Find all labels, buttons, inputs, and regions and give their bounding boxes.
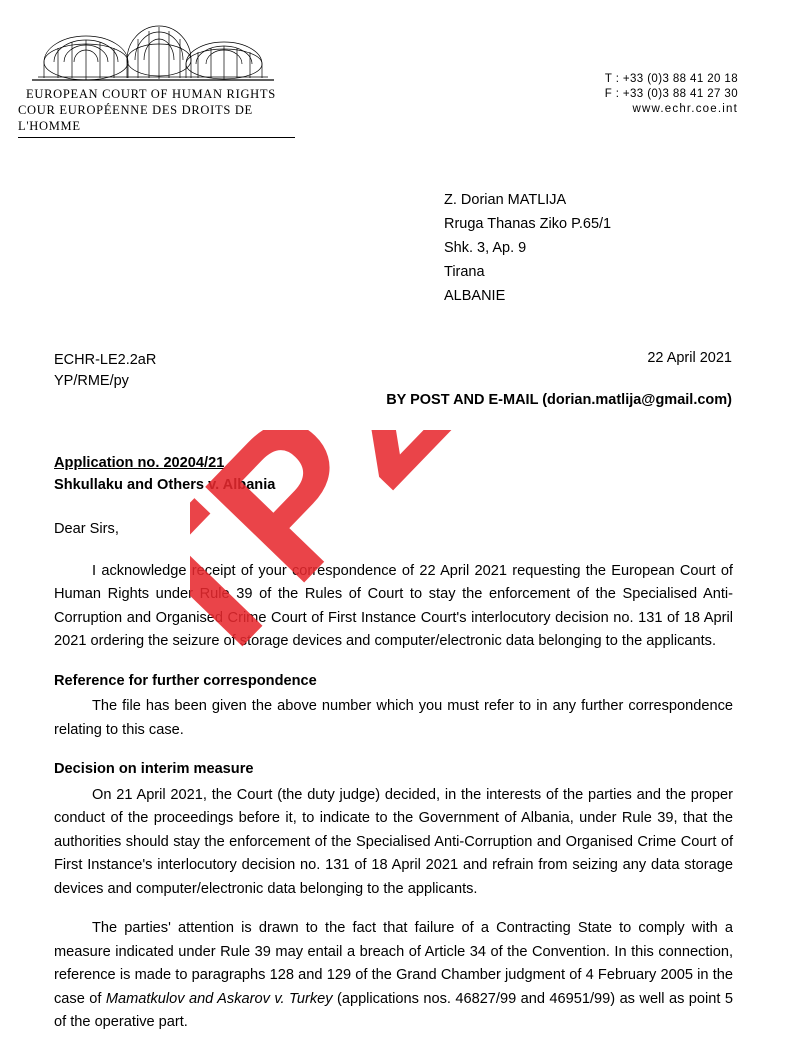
salutation: Dear Sirs,	[54, 521, 119, 537]
heading-decision: Decision on interim measure	[54, 761, 254, 777]
contact-details	[605, 72, 738, 117]
address-line-5: ALBANIE	[444, 288, 506, 304]
reference-code: ECHR-LE2.2aR	[54, 352, 157, 368]
section-decision	[54, 758, 733, 901]
paragraph-attention-part1: The parties' attention is drawn to the fact that failure of a Contracting State to comply with a measure indicated under Rule 39 may entail a breach of Article 34 of the Convention. In this connection, reference is made to paragraphs 128 and 129 of the Grand Chamber judgment of 4 February 2005 in the case of	[54, 920, 733, 1007]
reference-block	[54, 350, 156, 392]
subject-block	[54, 452, 733, 496]
letter-date: 22 April 2021	[647, 350, 732, 366]
letter-body	[54, 452, 733, 1051]
cited-case-name: Mamatkulov and Askarov v. Turkey	[105, 990, 333, 1007]
paragraph-acknowledgement: I acknowledge receipt of your correspondence of 22 April 2021 requesting the European Court of Human Rights under Rule 39 of the Rules of Court to stay the enforcement of the Specialised Anti-Corruption and Organised Crime Court of First Instance Court's interlocutory decision no. 131 of 18 April 2021 ordering the seizure of storage devices and computer/electronic data belonging to the applicants.	[54, 562, 733, 649]
fax-line: F : +33 (0)3 88 41 27 30	[604, 88, 738, 100]
section-reference	[54, 670, 733, 743]
address-line-2: Rruga Thanas Ziko P.65/1	[444, 216, 612, 232]
reference-initials: YP/RME/py	[54, 373, 129, 389]
echr-logo-block	[18, 22, 328, 138]
address-line-4: Tirana	[444, 264, 485, 280]
echr-emblem-icon	[28, 22, 278, 84]
website-line: www.echr.coe.int	[632, 103, 738, 115]
delivery-method: BY POST AND E-MAIL (dorian.matlija@gmail.com)	[386, 392, 732, 408]
case-name: Shkullaku and Others v. Albania	[54, 477, 276, 493]
address-line-3: Shk. 3, Ap. 9	[444, 240, 527, 256]
letterhead	[0, 22, 800, 132]
court-name-fr: COUR EUROPÉENNE DES DROITS DE L'HOMME	[18, 103, 253, 133]
paragraph-attention-part2: (applications nos. 46827/99 and 46951/99) as well as point 5 of the operative part.	[54, 990, 733, 1030]
recipient-address	[444, 188, 611, 308]
address-line-1: Z. Dorian MATLIJA	[444, 192, 567, 208]
application-number: Application no. 20204/21	[54, 455, 225, 471]
court-name-en: EUROPEAN COURT OF HUMAN RIGHTS	[26, 87, 276, 101]
paragraph-attention	[54, 917, 733, 1035]
heading-reference: Reference for further correspondence	[54, 672, 317, 689]
telephone-line: T : +33 (0)3 88 41 20 18	[604, 73, 738, 85]
paragraph-file-number: The file has been given the above number which you must refer to in any further correspondence relating to this case.	[54, 698, 733, 738]
paragraph-decision: On 21 April 2021, the Court (the duty judge) decided, in the interests of the parties and the proper conduct of the proceedings before it, to indicate to the Government of Albania, under Rule 39, that the authorities should stay the enforcement of the Specialised Anti-Corruption and Organised Crime Court of First Instance's interlocutory decision no. 131 of 18 April 2021 and refrain from seizing any data storage devices and computer/electronic data belonging to the applicants.	[54, 786, 733, 897]
court-name-block	[18, 86, 295, 138]
